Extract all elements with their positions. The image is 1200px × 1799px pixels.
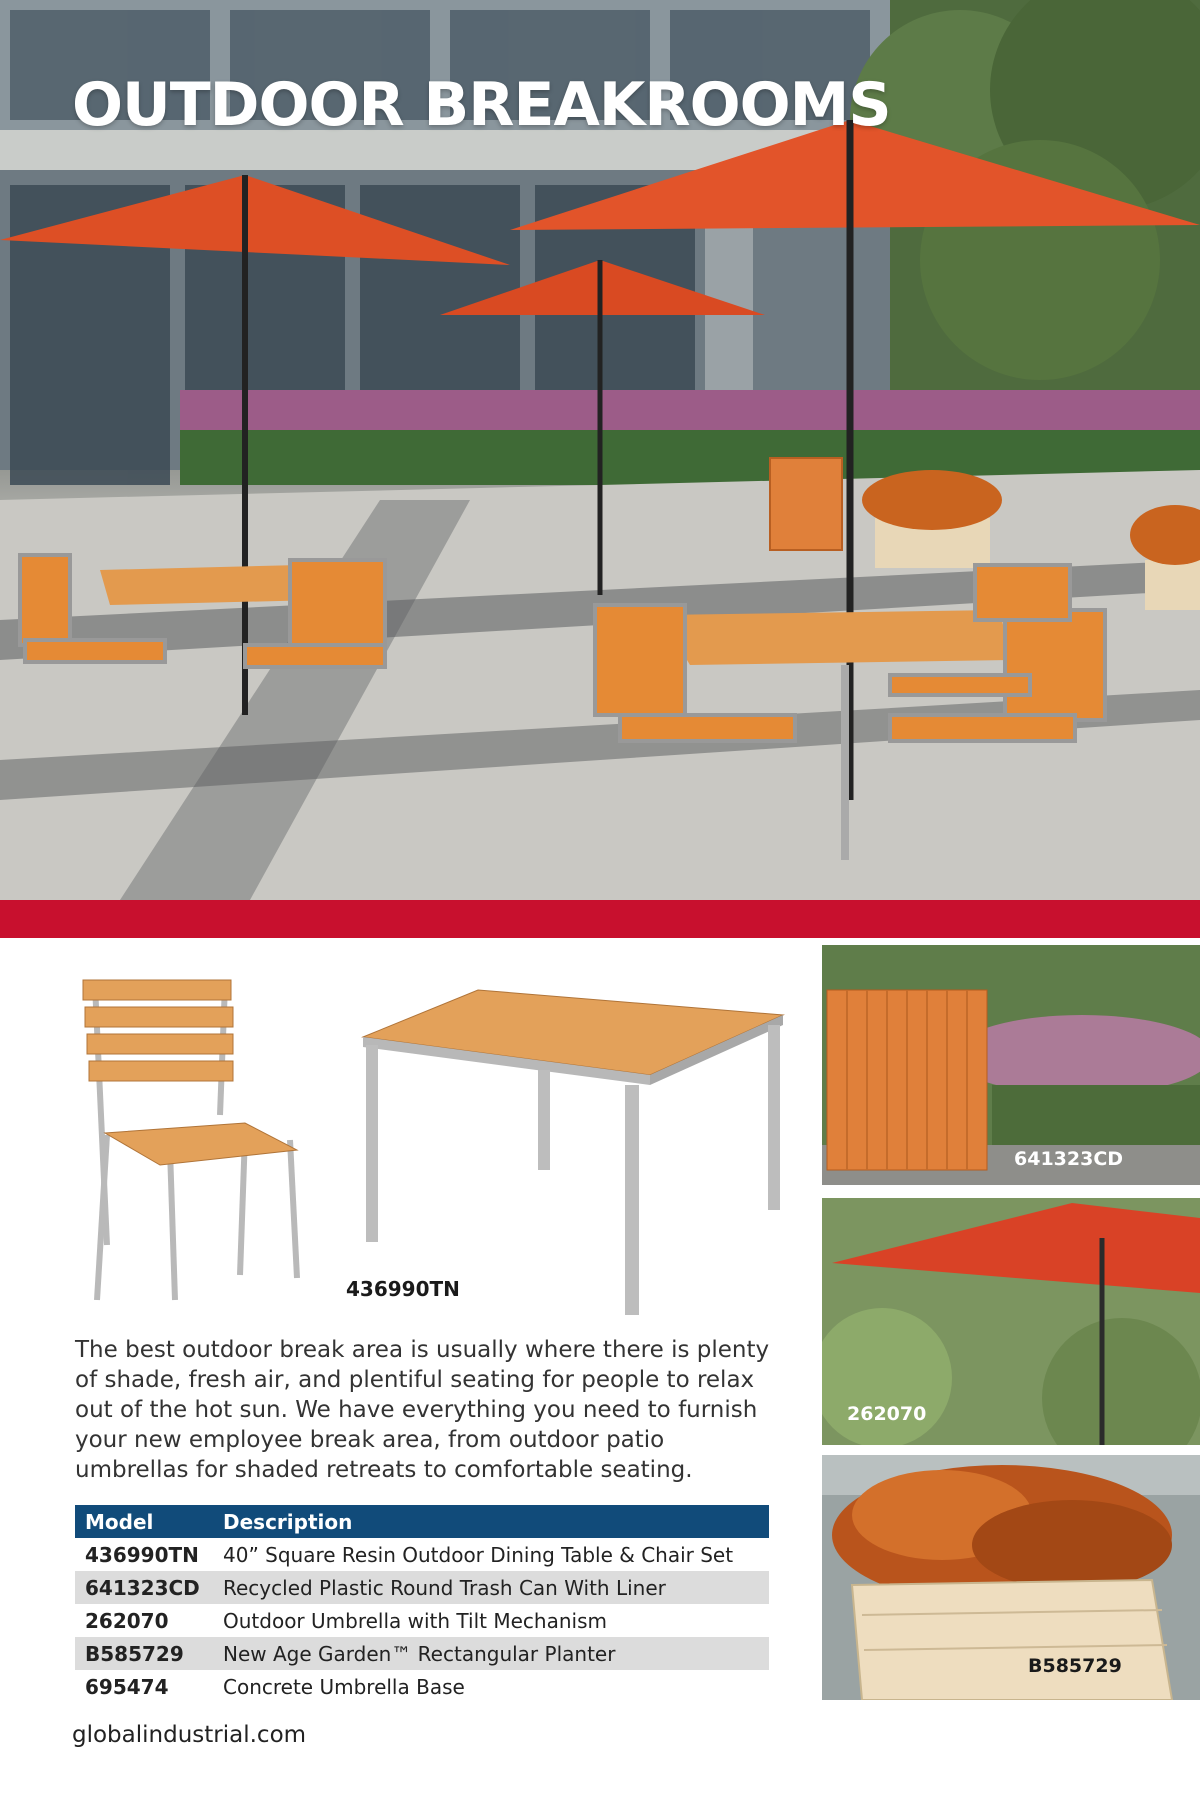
trash-can-photo	[822, 945, 1200, 1185]
accent-band	[0, 900, 1200, 938]
intro-paragraph: The best outdoor break area is usually where there is plenty of shade, fresh air, and plentiful seating for people to relax out of the hot sun. We have everything you need to furnish your new employee break area, from outdoor patio umbrellas for shaded retreats to comfortable seating.	[75, 1337, 770, 1483]
umbrella-model-label: 262070	[847, 1403, 927, 1425]
column-header-model: Model	[75, 1505, 213, 1538]
description-cell: New Age Garden™ Rectangular Planter	[213, 1637, 769, 1670]
hero-title: OUTDOOR BREAKROOMS	[72, 70, 891, 140]
table-row	[75, 1571, 769, 1604]
model-cell: 436990TN	[85, 1542, 199, 1567]
description-cell: Concrete Umbrella Base	[223, 1674, 465, 1699]
chair-product-image	[75, 975, 315, 1320]
model-cell: 262070	[85, 1608, 169, 1633]
column-header-description: Description	[213, 1505, 769, 1538]
table-row	[75, 1538, 769, 1571]
table-row	[75, 1637, 769, 1670]
table-row	[75, 1670, 769, 1703]
trash-can-model-label: 641323CD	[1014, 1148, 1124, 1170]
description-cell: Outdoor Umbrella with Tilt Mechanism	[223, 1608, 607, 1633]
model-cell: B585729	[75, 1637, 213, 1670]
table-header-row	[75, 1505, 769, 1538]
table-row	[75, 1604, 769, 1637]
table-set-model-label: 436990TN	[346, 1277, 460, 1301]
product-table	[75, 1505, 769, 1703]
planter-photo	[822, 1455, 1200, 1700]
description-cell: 40” Square Resin Outdoor Dining Table & Chair Set	[223, 1542, 734, 1567]
umbrella-photo	[822, 1198, 1200, 1445]
model-cell: 641323CD	[75, 1571, 213, 1604]
planter-model-label: B585729	[1028, 1655, 1122, 1677]
description-cell: Recycled Plastic Round Trash Can With Liner	[213, 1571, 769, 1604]
website-url: globalindustrial.com	[72, 1722, 307, 1748]
table-product-image	[358, 985, 788, 1325]
model-cell: 695474	[85, 1674, 169, 1699]
